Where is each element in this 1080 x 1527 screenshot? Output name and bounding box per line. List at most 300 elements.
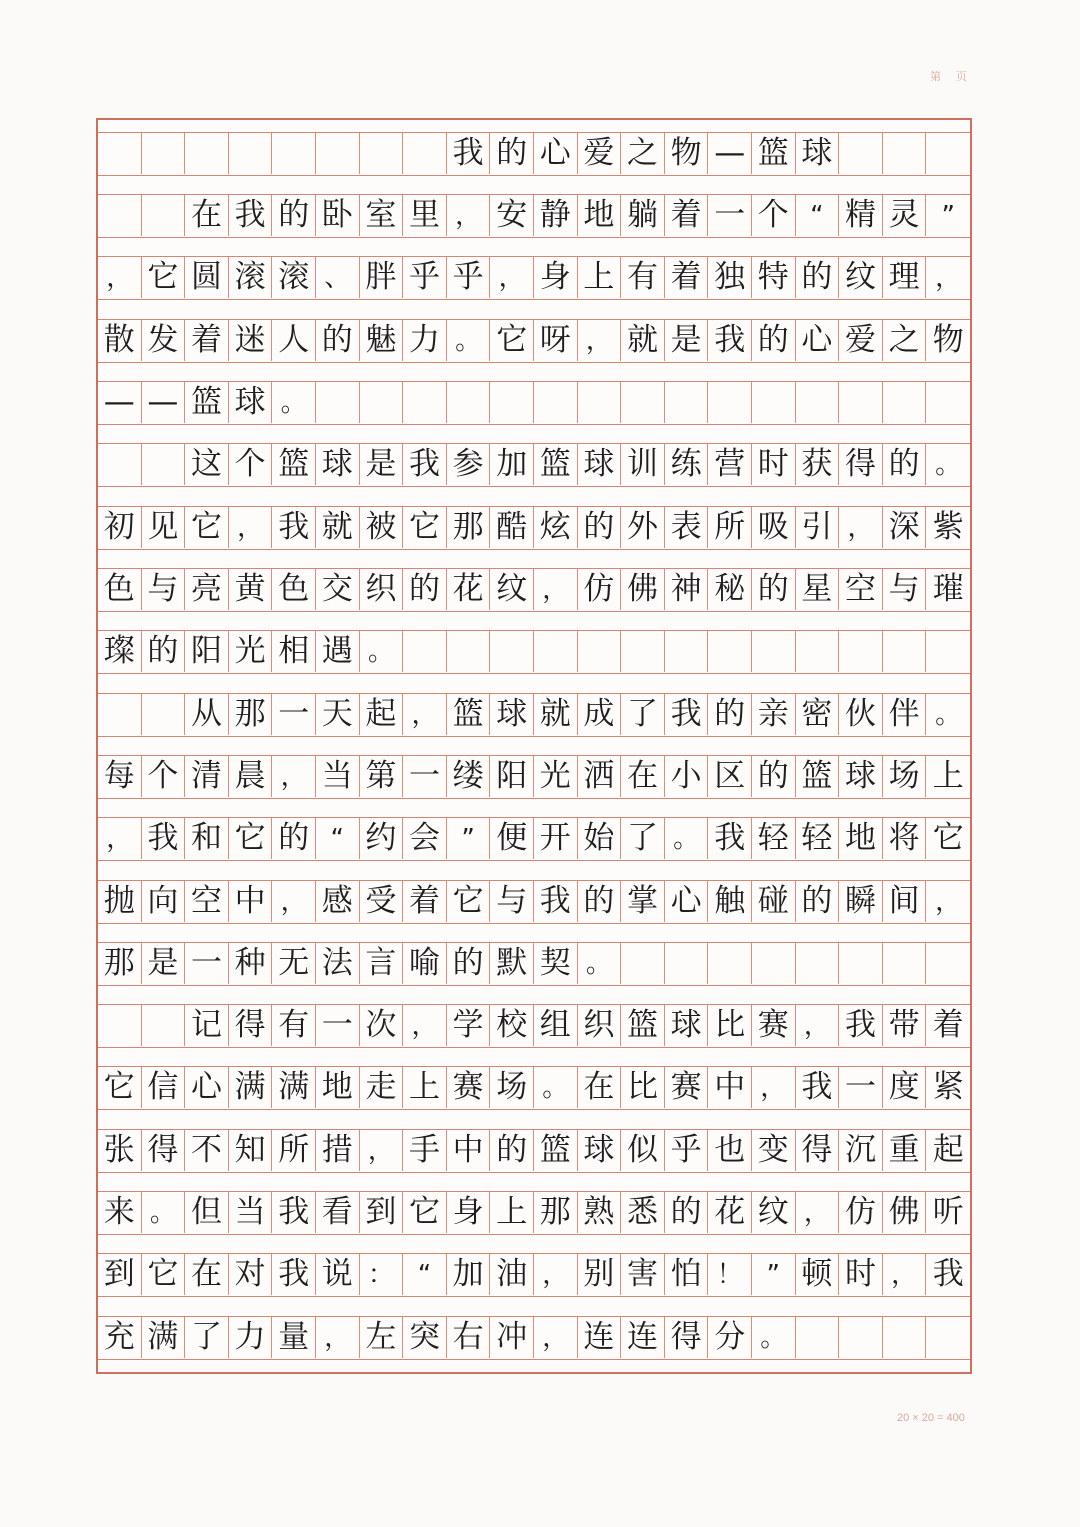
grid-cell: 不	[185, 1130, 229, 1171]
grid-cell: 学	[447, 1005, 491, 1046]
grid-cell: 冲	[490, 1317, 534, 1358]
grid-cell: 小	[665, 756, 709, 797]
grid-cell	[98, 133, 142, 174]
grid-cell: ！	[708, 1254, 752, 1295]
grid-cell: 一	[708, 195, 752, 236]
grid-cell: ”	[752, 1254, 796, 1295]
grid-cell	[796, 382, 840, 423]
grid-cell: 篮	[272, 444, 316, 485]
grid-cell: 中	[229, 881, 273, 922]
grid-cell: 比	[708, 1005, 752, 1046]
grid-row	[98, 256, 970, 300]
grid-cell: 度	[883, 1067, 927, 1108]
grid-cell: ，	[272, 881, 316, 922]
grid-row	[98, 319, 970, 363]
grid-cell: 篮	[796, 756, 840, 797]
grid-cell: 到	[98, 1254, 142, 1295]
grid-cell: 约	[360, 818, 404, 859]
grid-cell: 措	[316, 1130, 360, 1171]
grid-cell: 。	[578, 943, 622, 984]
grid-cell: 璀	[932, 571, 964, 607]
grid-cell: 紫	[932, 509, 964, 545]
grid-cell: 这	[185, 444, 229, 485]
grid-cell: 当	[229, 1192, 273, 1233]
grid-cell	[926, 382, 970, 423]
grid-cell: 。	[534, 1067, 578, 1108]
grid-cell: 赛	[665, 1067, 709, 1108]
grid-cell: 佛	[621, 569, 665, 610]
grid-cell	[360, 382, 404, 423]
grid-cell: 之	[883, 320, 927, 361]
grid-cell	[839, 943, 883, 984]
grid-count-label: 20 × 20 = 400	[897, 1412, 965, 1424]
grid-cell	[360, 133, 404, 174]
grid-cell: 在	[621, 756, 665, 797]
grid-cell: 左	[360, 1317, 404, 1358]
grid-cell: 密	[796, 694, 840, 735]
grid-cell	[708, 943, 752, 984]
grid-cell: 言	[360, 943, 404, 984]
grid-cell: 我	[665, 694, 709, 735]
grid-cell: ，	[490, 257, 534, 298]
grid-cell: 记	[185, 1005, 229, 1046]
grid-cell: 会	[403, 818, 447, 859]
grid-cell: 。	[447, 320, 491, 361]
grid-cell: 篮	[534, 444, 578, 485]
grid-cell: 轻	[796, 818, 840, 859]
grid-cell: 加	[447, 1254, 491, 1295]
grid-cell: 心	[185, 1067, 229, 1108]
grid-cell: 纹	[752, 1192, 796, 1233]
grid-cell: 与	[142, 569, 186, 610]
grid-cell: 知	[229, 1130, 273, 1171]
grid-cell	[665, 382, 709, 423]
grid-cell	[752, 943, 796, 984]
grid-cell: 精	[839, 195, 883, 236]
grid-cell: 的	[578, 881, 622, 922]
grid-cell: 间	[883, 881, 927, 922]
grid-cell: 它	[403, 507, 447, 548]
grid-cell: 变	[752, 1130, 796, 1171]
grid-cell: 它	[403, 1192, 447, 1233]
grid-cell: 的	[883, 444, 927, 485]
grid-cell: 独	[708, 257, 752, 298]
grid-cell: 那	[98, 943, 142, 984]
grid-cell: 花	[447, 569, 491, 610]
grid-cell: 所	[708, 507, 752, 548]
grid-cell	[752, 631, 796, 672]
grid-cell: 连	[578, 1317, 622, 1358]
grid-cell: 轻	[752, 818, 796, 859]
grid-cell	[98, 195, 142, 236]
grid-cell: ，	[839, 507, 883, 548]
grid-cell: 营	[708, 444, 752, 485]
grid-cell: ，	[316, 1317, 360, 1358]
grid-row	[98, 1191, 970, 1235]
grid-cell: 身	[447, 1192, 491, 1233]
grid-cell: 别	[578, 1254, 622, 1295]
grid-cell: 亲	[752, 694, 796, 735]
grid-cell: 魅	[360, 320, 404, 361]
grid-cell: 听	[932, 1194, 964, 1230]
grid-cell	[708, 631, 752, 672]
grid-cell: 起	[360, 694, 404, 735]
grid-cell	[883, 382, 927, 423]
grid-cell: 我	[403, 444, 447, 485]
grid-cell	[403, 631, 447, 672]
grid-cell: 得	[665, 1317, 709, 1358]
grid-cell: 它	[98, 1067, 142, 1108]
grid-cell: 看	[316, 1192, 360, 1233]
grid-cell: 瞬	[839, 881, 883, 922]
grid-cell: 张	[98, 1130, 142, 1171]
grid-cell: 连	[621, 1317, 665, 1358]
grid-cell: 抛	[98, 881, 142, 922]
grid-cell: 量	[272, 1317, 316, 1358]
grid-cell: 的	[272, 195, 316, 236]
grid-cell: 色	[272, 569, 316, 610]
grid-cell	[839, 631, 883, 672]
grid-cell: 区	[708, 756, 752, 797]
grid-cell: 沉	[839, 1130, 883, 1171]
grid-cell: ，	[752, 1067, 796, 1108]
grid-cell: 篮	[447, 694, 491, 735]
grid-cell	[534, 382, 578, 423]
grid-cell: ，	[229, 507, 273, 548]
grid-cell: 阳	[490, 756, 534, 797]
grid-cell: 的	[796, 257, 840, 298]
grid-row	[98, 443, 970, 487]
grid-cell: 熟	[578, 1192, 622, 1233]
grid-cell: 光	[534, 756, 578, 797]
grid-cell: 对	[229, 1254, 273, 1295]
grid-cell: 时	[839, 1254, 883, 1295]
grid-cell: 赛	[447, 1067, 491, 1108]
grid-cell	[621, 382, 665, 423]
grid-cell	[839, 1317, 883, 1358]
grid-cell: 我	[272, 1192, 316, 1233]
grid-cell: 爱	[839, 320, 883, 361]
grid-cell	[926, 133, 970, 174]
grid-cell: 卧	[316, 195, 360, 236]
grid-cell	[839, 382, 883, 423]
grid-cell: 的	[316, 320, 360, 361]
grid-cell: 训	[621, 444, 665, 485]
grid-cell: 引	[796, 507, 840, 548]
grid-row	[98, 1253, 970, 1297]
grid-cell: 向	[142, 881, 186, 922]
grid-cell	[665, 943, 709, 984]
grid-cell: ，	[98, 818, 142, 859]
grid-cell: 之	[621, 133, 665, 174]
grid-cell: 说	[316, 1254, 360, 1295]
grid-cell: 上	[578, 257, 622, 298]
grid-cell: 乎	[665, 1130, 709, 1171]
grid-cell: 初	[98, 507, 142, 548]
grid-cell: 身	[534, 257, 578, 298]
grid-cell: 与	[490, 881, 534, 922]
grid-cell: 散	[98, 320, 142, 361]
grid-cell: 遇	[316, 631, 360, 672]
grid-cell: 我	[839, 1005, 883, 1046]
grid-cell: 满	[142, 1317, 186, 1358]
grid-cell: 洒	[578, 756, 622, 797]
grid-cell: 有	[272, 1005, 316, 1046]
grid-cell	[142, 133, 186, 174]
grid-cell: 空	[839, 569, 883, 610]
grid-cell: 掌	[621, 881, 665, 922]
grid-cell: 交	[316, 569, 360, 610]
grid-cell: 受	[360, 881, 404, 922]
grid-cell: ，	[403, 694, 447, 735]
grid-cell: 花	[708, 1192, 752, 1233]
grid-cell: 球	[796, 133, 840, 174]
grid-cell: 仿	[839, 1192, 883, 1233]
grid-cell: 的	[796, 881, 840, 922]
grid-cell: 中	[447, 1130, 491, 1171]
grid-cell: 球	[839, 756, 883, 797]
grid-cell: 理	[883, 257, 927, 298]
grid-cell: 。	[935, 449, 962, 480]
grid-cell: ：	[360, 1254, 404, 1295]
grid-cell: ，	[935, 262, 962, 293]
grid-cell: 我	[272, 507, 316, 548]
grid-cell: —	[142, 382, 186, 423]
grid-cell: 物	[932, 322, 964, 358]
grid-cell: 组	[534, 1005, 578, 1046]
grid-cell: 法	[316, 943, 360, 984]
grid-cell: 与	[883, 569, 927, 610]
grid-cell	[229, 133, 273, 174]
grid-cell: 静	[534, 195, 578, 236]
grid-cell: 表	[665, 507, 709, 548]
grid-cell	[447, 631, 491, 672]
grid-cell: 每	[98, 756, 142, 797]
grid-cell: 得	[796, 1130, 840, 1171]
grid-cell: 得	[839, 444, 883, 485]
grid-cell: 星	[796, 569, 840, 610]
grid-cell: 它	[142, 1254, 186, 1295]
grid-cell: 我	[142, 818, 186, 859]
grid-cell: 里	[403, 195, 447, 236]
grid-cell: 缕	[447, 756, 491, 797]
grid-cell: 球	[316, 444, 360, 485]
grid-cell: 它	[932, 820, 964, 856]
grid-cell: 篮	[185, 382, 229, 423]
grid-row	[98, 1316, 970, 1360]
grid-cell: 相	[272, 631, 316, 672]
grid-cell: 走	[360, 1067, 404, 1108]
grid-cell: 和	[185, 818, 229, 859]
grid-cell: 爱	[578, 133, 622, 174]
grid-cell: 怕	[665, 1254, 709, 1295]
grid-cell: 右	[447, 1317, 491, 1358]
grid-cell: 碰	[752, 881, 796, 922]
grid-row	[98, 1129, 970, 1173]
grid-cell	[447, 382, 491, 423]
grid-cell: ，	[534, 569, 578, 610]
grid-cell: ，	[534, 1317, 578, 1358]
grid-cell: 我	[708, 320, 752, 361]
grid-cell	[926, 1317, 970, 1358]
grid-cell: 佛	[883, 1192, 927, 1233]
grid-cell: 乎	[403, 257, 447, 298]
grid-cell	[796, 1317, 840, 1358]
grid-cell	[883, 1317, 927, 1358]
grid-cell: 突	[403, 1317, 447, 1358]
grid-cell: 那	[534, 1192, 578, 1233]
grid-cell: 心	[534, 133, 578, 174]
grid-cell: 物	[665, 133, 709, 174]
grid-cell: —	[708, 133, 752, 174]
grid-row	[98, 630, 970, 674]
grid-cell: 练	[665, 444, 709, 485]
grid-cell: 感	[316, 881, 360, 922]
grid-row	[98, 1004, 970, 1048]
grid-cell: ，	[883, 1254, 927, 1295]
grid-cell: 光	[229, 631, 273, 672]
grid-cell: 的	[490, 133, 534, 174]
grid-cell	[796, 631, 840, 672]
grid-cell: 神	[665, 569, 709, 610]
grid-cell: 满	[272, 1067, 316, 1108]
grid-cell: 胖	[360, 257, 404, 298]
grid-cell	[403, 133, 447, 174]
grid-cell: 上	[403, 1067, 447, 1108]
grid-cell: 特	[752, 257, 796, 298]
grid-cell: 上	[490, 1192, 534, 1233]
grid-cell: 喻	[403, 943, 447, 984]
grid-cell: 了	[621, 694, 665, 735]
grid-row	[98, 817, 970, 861]
grid-cell: 。	[935, 699, 962, 730]
grid-cell: 开	[534, 818, 578, 859]
grid-row	[98, 132, 970, 176]
grid-cell: 将	[883, 818, 927, 859]
grid-cell: 就	[316, 507, 360, 548]
grid-cell	[534, 631, 578, 672]
grid-cell: 便	[490, 818, 534, 859]
grid-cell: 。	[665, 818, 709, 859]
grid-cell: 第	[360, 756, 404, 797]
grid-cell: 伙	[839, 694, 883, 735]
grid-cell: 地	[316, 1067, 360, 1108]
grid-cell: 但	[185, 1192, 229, 1233]
grid-cell: 在	[578, 1067, 622, 1108]
grid-cell: 它	[229, 818, 273, 859]
grid-row	[98, 568, 970, 612]
grid-row	[98, 381, 970, 425]
grid-cell: 一	[316, 1005, 360, 1046]
grid-cell: 的	[578, 507, 622, 548]
grid-cell: 场	[490, 1067, 534, 1108]
grid-cell: 带	[883, 1005, 927, 1046]
grid-cell: 我	[708, 818, 752, 859]
grid-cell	[142, 694, 186, 735]
grid-cell: 地	[839, 818, 883, 859]
grid-cell: 顿	[796, 1254, 840, 1295]
grid-cell: 滚	[229, 257, 273, 298]
grid-cell	[926, 631, 970, 672]
grid-cell: 滚	[272, 257, 316, 298]
grid-cell: 紧	[932, 1069, 964, 1105]
grid-cell: 它	[142, 257, 186, 298]
grid-cell: 契	[534, 943, 578, 984]
grid-cell: 着	[185, 320, 229, 361]
grid-cell: 篮	[534, 1130, 578, 1171]
grid-cell: 油	[490, 1254, 534, 1295]
grid-cell: “	[316, 818, 360, 859]
grid-cell: 。	[142, 1192, 186, 1233]
grid-cell: 乎	[447, 257, 491, 298]
grid-cell	[142, 444, 186, 485]
grid-cell: 时	[752, 444, 796, 485]
grid-cell: 加	[490, 444, 534, 485]
grid-cell: 黄	[229, 569, 273, 610]
grid-row	[98, 755, 970, 799]
grid-cell	[98, 694, 142, 735]
grid-cell: 外	[621, 507, 665, 548]
grid-cell: 织	[360, 569, 404, 610]
grid-cell: 是	[665, 320, 709, 361]
grid-cell: ”	[447, 818, 491, 859]
grid-cell: 的	[447, 943, 491, 984]
grid-cell: 的	[403, 569, 447, 610]
grid-row	[98, 506, 970, 550]
grid-cell: 仿	[578, 569, 622, 610]
grid-cell: ，	[796, 1192, 840, 1233]
grid-cell: 着	[665, 195, 709, 236]
grid-cell: 。	[360, 631, 404, 672]
grid-cell: 中	[708, 1067, 752, 1108]
grid-cell: ，	[935, 886, 962, 917]
grid-cell: 重	[883, 1130, 927, 1171]
grid-cell	[578, 631, 622, 672]
grid-cell	[883, 133, 927, 174]
grid-cell: 就	[621, 320, 665, 361]
grid-cell: 织	[578, 1005, 622, 1046]
grid-cell: “	[403, 1254, 447, 1295]
grid-cell: 它	[185, 507, 229, 548]
grid-cell: 的	[752, 756, 796, 797]
grid-cell	[839, 133, 883, 174]
grid-cell: 在	[185, 1254, 229, 1295]
grid-cell: 纹	[839, 257, 883, 298]
grid-cell: 。	[752, 1317, 796, 1358]
grid-cell: 上	[932, 758, 964, 794]
grid-cell	[316, 133, 360, 174]
grid-cell: 触	[708, 881, 752, 922]
grid-cell	[665, 631, 709, 672]
grid-cell	[926, 943, 970, 984]
grid-cell: 、	[316, 257, 360, 298]
grid-cell	[621, 631, 665, 672]
grid-cell: 那	[447, 507, 491, 548]
grid-cell: ，	[360, 1130, 404, 1171]
grid-cell: 我	[932, 1256, 964, 1292]
grid-cell	[752, 382, 796, 423]
grid-cell: 了	[185, 1317, 229, 1358]
grid-cell	[621, 943, 665, 984]
grid-cell: ，	[272, 756, 316, 797]
grid-cell: 安	[490, 195, 534, 236]
grid-cell: 悉	[621, 1192, 665, 1233]
grid-cell: 球	[578, 444, 622, 485]
grid-cell: 是	[360, 444, 404, 485]
grid-cell: 它	[447, 881, 491, 922]
grid-cell: 着	[665, 257, 709, 298]
grid-cell: 室	[360, 195, 404, 236]
